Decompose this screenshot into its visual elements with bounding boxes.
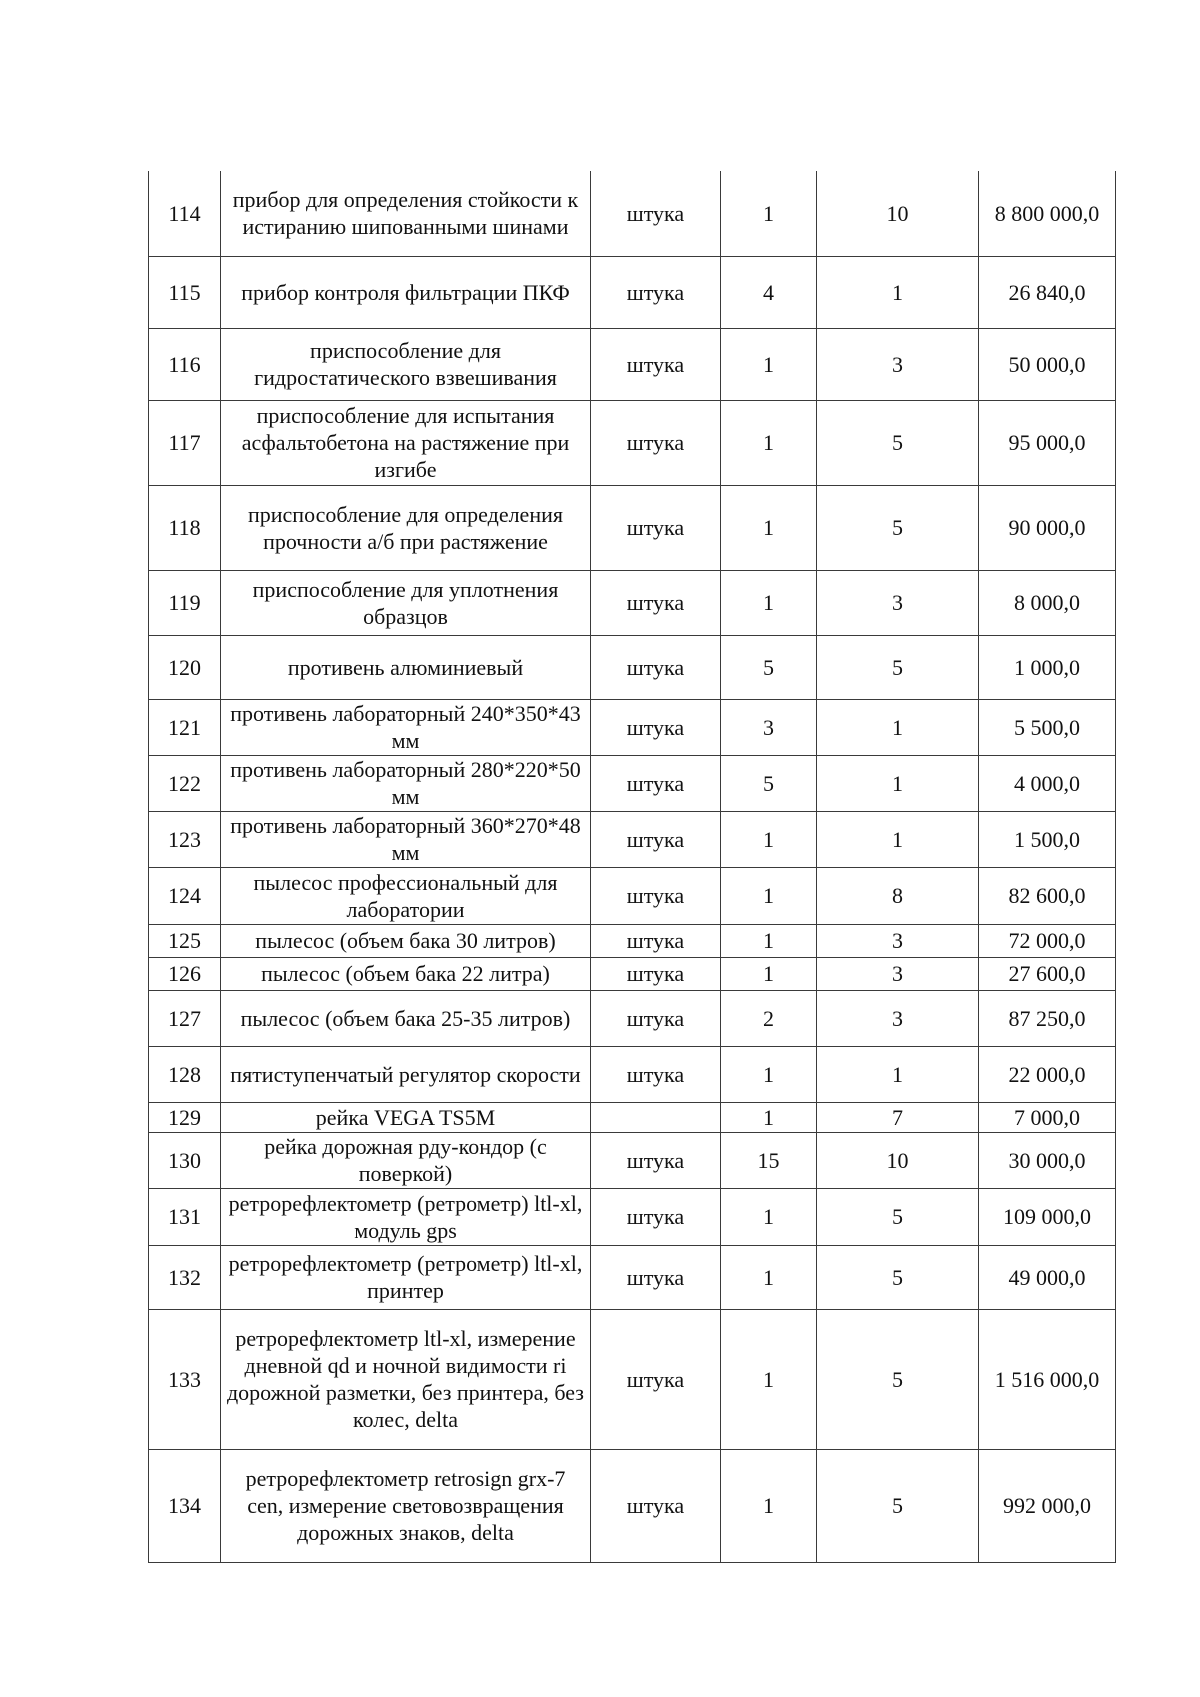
row-number-cell: 128 [149,1046,221,1102]
table-row [149,171,1116,256]
price-cell: 992 000,0 [979,1449,1116,1562]
service-life-cell: 1 [817,1046,979,1102]
table-row [149,485,1116,570]
price-cell: 26 840,0 [979,256,1116,328]
price-cell: 1 500,0 [979,811,1116,867]
row-number-cell: 133 [149,1309,221,1449]
unit-cell: штука [591,1188,721,1245]
item-name-cell: прибор для определения стойкости к истиранию шипованными шинами [221,171,591,256]
service-life-cell: 1 [817,811,979,867]
row-number-cell: 124 [149,867,221,924]
unit-cell [591,1102,721,1132]
row-number-cell: 127 [149,990,221,1046]
quantity-cell: 1 [721,1245,817,1309]
row-number-cell: 115 [149,256,221,328]
item-name-cell: пятиступенчатый регулятор скорости [221,1046,591,1102]
unit-cell: штука [591,635,721,699]
table-row [149,1046,1116,1102]
table-row [149,811,1116,867]
quantity-cell: 1 [721,924,817,957]
unit-cell: штука [591,1449,721,1562]
item-name-cell: ретрорефлектометр ltl-xl, измерение дневной qd и ночной видимости ri дорожной разметки, без принтера, без колес, delta [221,1309,591,1449]
item-name-cell: пылесос (объем бака 30 литров) [221,924,591,957]
item-name-cell: ретрорефлектометр (ретрометр) ltl-xl, принтер [221,1245,591,1309]
quantity-cell: 1 [721,811,817,867]
table-row [149,400,1116,485]
service-life-cell: 3 [817,924,979,957]
row-number-cell: 134 [149,1449,221,1562]
price-cell: 82 600,0 [979,867,1116,924]
item-name-cell: ретрорефлектометр (ретрометр) ltl-xl, модуль gps [221,1188,591,1245]
item-name-cell: противень лабораторный 360*270*48 мм [221,811,591,867]
quantity-cell: 1 [721,400,817,485]
service-life-cell: 5 [817,1188,979,1245]
service-life-cell: 10 [817,1132,979,1188]
table-row [149,1102,1116,1132]
row-number-cell: 126 [149,957,221,990]
table-row [149,1188,1116,1245]
quantity-cell: 15 [721,1132,817,1188]
item-name-cell: противень лабораторный 240*350*43 мм [221,699,591,755]
quantity-cell: 2 [721,990,817,1046]
table-row [149,699,1116,755]
row-number-cell: 130 [149,1132,221,1188]
table-row [149,570,1116,635]
table-row [149,1449,1116,1562]
row-number-cell: 119 [149,570,221,635]
table-row [149,1309,1116,1449]
table-row [149,924,1116,957]
row-number-cell: 116 [149,328,221,400]
table-row [149,1132,1116,1188]
unit-cell: штука [591,485,721,570]
price-cell: 27 600,0 [979,957,1116,990]
item-name-cell: рейка дорожная рду-кондор (с поверкой) [221,1132,591,1188]
item-name-cell: пылесос (объем бака 25-35 литров) [221,990,591,1046]
row-number-cell: 121 [149,699,221,755]
unit-cell: штука [591,1245,721,1309]
table-row [149,635,1116,699]
table-row [149,957,1116,990]
unit-cell: штука [591,811,721,867]
unit-cell: штука [591,256,721,328]
row-number-cell: 125 [149,924,221,957]
unit-cell: штука [591,570,721,635]
service-life-cell: 3 [817,990,979,1046]
price-cell: 109 000,0 [979,1188,1116,1245]
quantity-cell: 4 [721,256,817,328]
service-life-cell: 3 [817,328,979,400]
price-cell: 50 000,0 [979,328,1116,400]
quantity-cell: 1 [721,957,817,990]
service-life-cell: 7 [817,1102,979,1132]
service-life-cell: 5 [817,1309,979,1449]
price-cell: 87 250,0 [979,990,1116,1046]
service-life-cell: 1 [817,699,979,755]
row-number-cell: 122 [149,755,221,811]
unit-cell: штука [591,1046,721,1102]
row-number-cell: 120 [149,635,221,699]
item-name-cell: приспособление для испытания асфальтобетона на растяжение при изгибе [221,400,591,485]
price-cell: 90 000,0 [979,485,1116,570]
unit-cell: штука [591,990,721,1046]
item-name-cell: ретрорефлектометр retrosign grx-7 cen, измерение световозвращения дорожных знаков, delta [221,1449,591,1562]
quantity-cell: 1 [721,570,817,635]
item-name-cell: приспособление для определения прочности а/б при растяжение [221,485,591,570]
service-life-cell: 8 [817,867,979,924]
service-life-cell: 1 [817,755,979,811]
quantity-cell: 1 [721,1188,817,1245]
item-name-cell: приспособление для гидростатического взвешивания [221,328,591,400]
row-number-cell: 131 [149,1188,221,1245]
table-row [149,755,1116,811]
unit-cell: штука [591,1132,721,1188]
quantity-cell: 1 [721,867,817,924]
table-row [149,328,1116,400]
row-number-cell: 123 [149,811,221,867]
table-row [149,867,1116,924]
service-life-cell: 5 [817,1245,979,1309]
price-cell: 95 000,0 [979,400,1116,485]
row-number-cell: 132 [149,1245,221,1309]
unit-cell: штука [591,400,721,485]
price-cell: 8 000,0 [979,570,1116,635]
unit-cell: штука [591,755,721,811]
row-number-cell: 118 [149,485,221,570]
equipment-table [148,171,1116,1563]
row-number-cell: 117 [149,400,221,485]
service-life-cell: 5 [817,485,979,570]
quantity-cell: 1 [721,485,817,570]
table-row [149,990,1116,1046]
quantity-cell: 5 [721,755,817,811]
item-name-cell: противень лабораторный 280*220*50 мм [221,755,591,811]
service-life-cell: 1 [817,256,979,328]
service-life-cell: 5 [817,400,979,485]
price-cell: 5 500,0 [979,699,1116,755]
price-cell: 30 000,0 [979,1132,1116,1188]
service-life-cell: 5 [817,1449,979,1562]
unit-cell: штука [591,924,721,957]
quantity-cell: 1 [721,328,817,400]
price-cell: 22 000,0 [979,1046,1116,1102]
item-name-cell: приспособление для уплотнения образцов [221,570,591,635]
price-cell: 8 800 000,0 [979,171,1116,256]
table-row [149,256,1116,328]
price-cell: 72 000,0 [979,924,1116,957]
item-name-cell: пылесос профессиональный для лаборатории [221,867,591,924]
unit-cell: штука [591,867,721,924]
table-body [149,171,1116,1562]
row-number-cell: 129 [149,1102,221,1132]
item-name-cell: противень алюминиевый [221,635,591,699]
quantity-cell: 1 [721,1102,817,1132]
unit-cell: штука [591,328,721,400]
quantity-cell: 1 [721,1309,817,1449]
unit-cell: штука [591,171,721,256]
quantity-cell: 1 [721,1046,817,1102]
unit-cell: штука [591,699,721,755]
price-cell: 7 000,0 [979,1102,1116,1132]
price-cell: 49 000,0 [979,1245,1116,1309]
service-life-cell: 5 [817,635,979,699]
service-life-cell: 3 [817,570,979,635]
quantity-cell: 1 [721,171,817,256]
item-name-cell: рейка VEGA TS5M [221,1102,591,1132]
quantity-cell: 5 [721,635,817,699]
item-name-cell: пылесос (объем бака 22 литра) [221,957,591,990]
service-life-cell: 3 [817,957,979,990]
service-life-cell: 10 [817,171,979,256]
quantity-cell: 1 [721,1449,817,1562]
price-cell: 1 516 000,0 [979,1309,1116,1449]
table-row [149,1245,1116,1309]
unit-cell: штука [591,1309,721,1449]
price-cell: 1 000,0 [979,635,1116,699]
quantity-cell: 3 [721,699,817,755]
unit-cell: штука [591,957,721,990]
item-name-cell: прибор контроля фильтрации ПКФ [221,256,591,328]
row-number-cell: 114 [149,171,221,256]
price-cell: 4 000,0 [979,755,1116,811]
